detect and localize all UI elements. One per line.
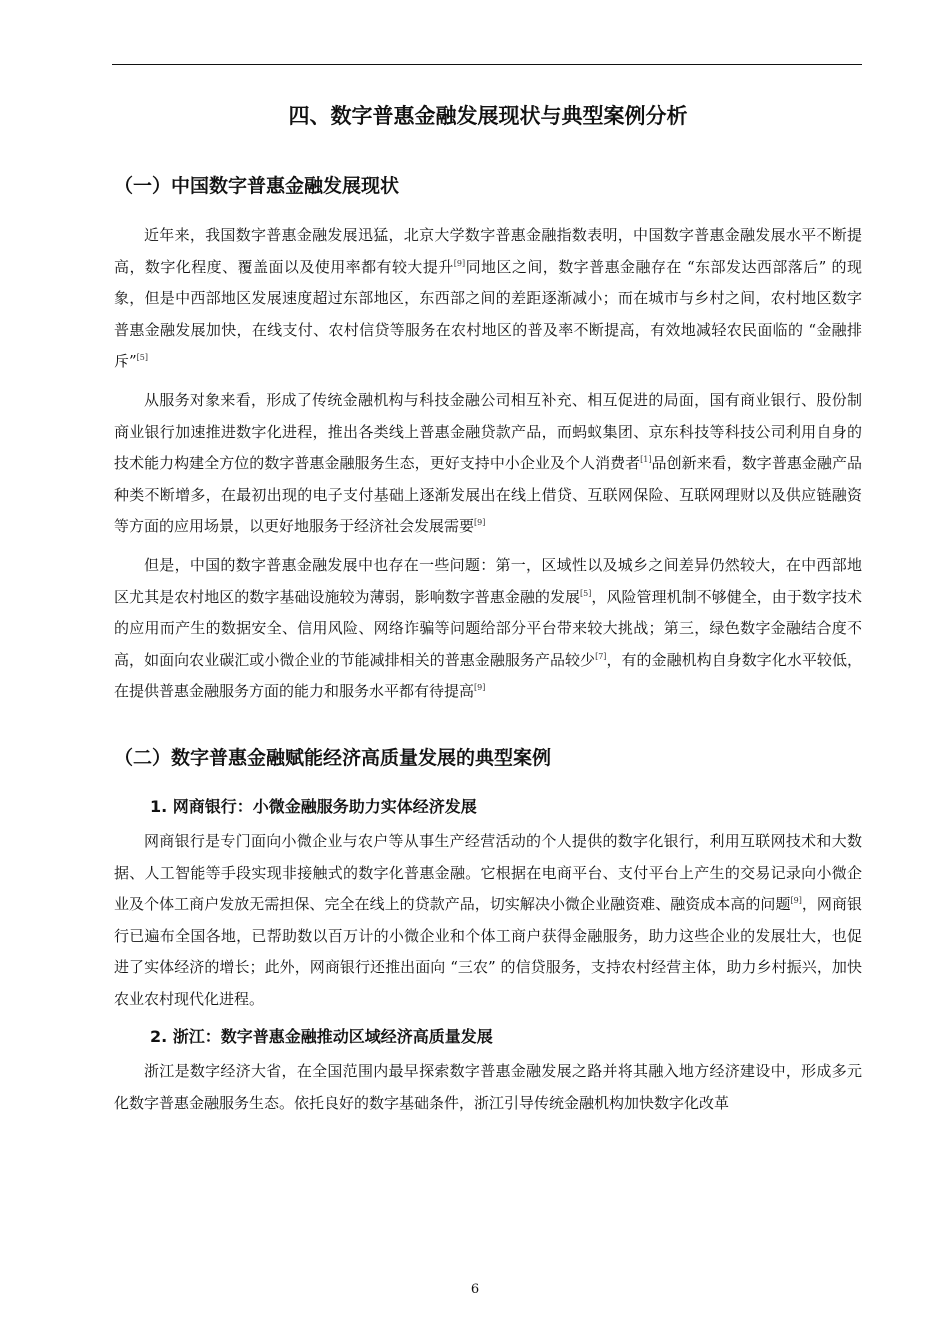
- paragraph-4: [114, 826, 862, 1016]
- paragraph-3: [114, 550, 862, 708]
- paragraph-3-text-a: 但是，中国的数字普惠金融发展中也存在一些问题：第一，区域性以及城乡之间差异仍然较大，在中西部地区尤其是农村地区的数字基础设施较为薄弱，影响数字普惠金融的发展: [114, 555, 862, 606]
- citation: [9]: [474, 683, 486, 693]
- paragraph-2-text-b: 品创新来看，数字普惠金融产品种类不断增多，在最初出现的电子支付基础上逐渐发展出在线上借贷、互联网保险、互联网理财以及供应链融资等方面的应用场景，以更好地服务于经济社会发展需要: [114, 454, 862, 536]
- paragraph-3-text-c: ，有的金融机构自身数字化水平较低，在提供普惠金融服务方面的能力和服务水平都有待提高: [114, 650, 862, 701]
- citation: [9]: [790, 896, 802, 906]
- citation: [9]: [474, 518, 486, 528]
- section-heading-1: （一）中国数字普惠金融发展现状: [114, 175, 400, 197]
- paragraph-1-text-a: 近年来，我国数字普惠金融发展迅猛，北京大学数字普惠金融指数表明，中国数字普惠金融发展水平不断提高，数字化程度、覆盖面以及使用率都有较大提升: [114, 226, 862, 276]
- citation: [5]: [136, 353, 149, 363]
- paragraph-5: [114, 1056, 862, 1119]
- paragraph-4-text-b: ，网商银行已遍布全国各地，已帮助数以百万计的小微企业和个体工商户获得金融服务，助力这些企业的发展壮大，也促进了实体经济的增长；此外，网商银行还推出面向 “三农” 的信贷服务，支持农村经营主体，助力乡村振兴，加快农业农村现代化进程。: [114, 895, 862, 1008]
- citation: [7]: [595, 651, 607, 661]
- citation: [9]: [453, 258, 466, 268]
- chapter-title: 四、数字普惠金融发展现状与典型案例分析: [288, 104, 688, 128]
- paragraph-2-text-a: 从服务对象来看，形成了传统金融机构与科技金融公司相互补充、相互促进的局面，国有商业银行、股份制商业银行加速推进数字化进程，推出各类线上普惠金融贷款产品，而蚂蚁集团、京东科技等科技公司利用自身的技术能力构建全方位的数字普惠金融服务生态，更好支持中小企业及个人消费者: [114, 390, 862, 473]
- citation: [1]: [640, 455, 652, 465]
- case-heading-2: 2. 浙江：数字普惠金融推动区域经济高质量发展: [150, 1027, 493, 1047]
- page-number: 6: [470, 1282, 480, 1297]
- section-heading-2: （二）数字普惠金融赋能经济高质量发展的典型案例: [114, 746, 552, 769]
- paragraph-2: [114, 385, 862, 543]
- paragraph-1: [114, 220, 862, 378]
- header-rule: [112, 64, 862, 65]
- paragraph-3-text-b: ，风险管理机制不够健全，由于数字技术的应用而产生的数据安全、信用风险、网络诈骗等问题给部分平台带来较大挑战；第三，绿色数字金融结合度不高，如面向农业碳汇或小微企业的节能减排相关的普惠金融服务产品较少: [114, 587, 862, 669]
- paragraph-1-text-b: 同地区之间，数字普惠金融存在 “东部发达西部落后” 的现象，但是中西部地区发展速度超过东部地区，东西部之间的差距逐渐减小；而在城市与乡村之间，农村地区数字普惠金融发展加快，在线支付、农村信贷等服务在农村地区的普及率不断提高，有效地减轻农民面临的 “金融排斥”: [114, 257, 862, 371]
- citation: [5]: [580, 588, 592, 598]
- paragraph-4-text-a: 网商银行是专门面向小微企业与农户等从事生产经营活动的个人提供的数字化银行，利用互联网技术和大数据、人工智能等手段实现非接触式的数字化普惠金融。它根据在电商平台、支付平台上产生的交易记录向小微企业及个体工商户发放无需担保、完全在线上的贷款产品，切实解决小微企业融资难、融资成本高的问题: [114, 831, 862, 914]
- paragraph-5-text-a: 浙江是数字经济大省，在全国范围内最早探索数字普惠金融发展之路并将其融入地方经济建设中，形成多元化数字普惠金融服务生态。依托良好的数字基础条件，浙江引导传统金融机构加快数字化改革: [114, 1062, 862, 1113]
- page-content: [114, 96, 862, 1127]
- case-heading-1: 1. 网商银行：小微金融服务助力实体经济发展: [150, 796, 477, 816]
